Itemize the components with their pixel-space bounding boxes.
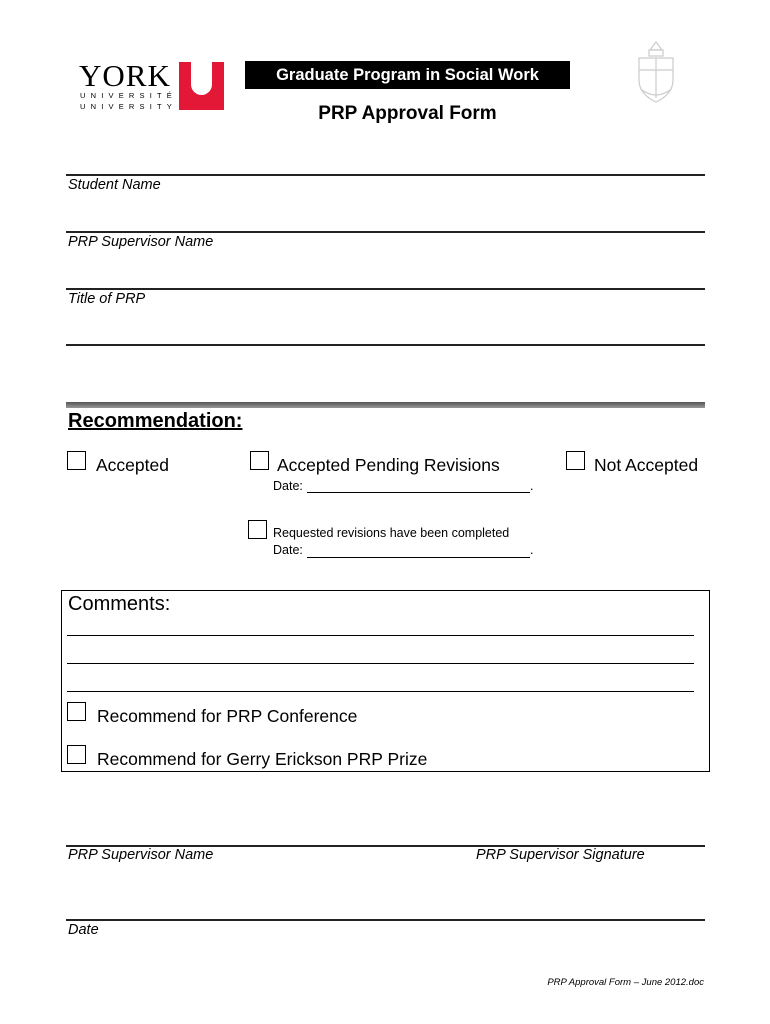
comments-box bbox=[61, 590, 710, 772]
revisions-date-period: . bbox=[530, 543, 534, 557]
conference-label: Recommend for PRP Conference bbox=[97, 706, 358, 726]
accepted-checkbox[interactable] bbox=[67, 451, 86, 470]
pending-date-label: Date: bbox=[273, 479, 303, 493]
title-of-prp-bottom-rule bbox=[66, 344, 705, 346]
title-of-prp-rule bbox=[66, 288, 705, 290]
not-accepted-checkbox[interactable] bbox=[566, 451, 585, 470]
title-of-prp-label: Title of PRP bbox=[68, 291, 146, 307]
date-label: Date bbox=[68, 922, 99, 938]
conference-checkbox[interactable] bbox=[67, 702, 86, 721]
footer-filename: PRP Approval Form – June 2012.doc bbox=[547, 977, 704, 988]
date-rule bbox=[66, 919, 705, 921]
student-name-label: Student Name bbox=[68, 177, 161, 193]
comment-line[interactable] bbox=[67, 635, 694, 636]
prize-checkbox[interactable] bbox=[67, 745, 86, 764]
comments-heading: Comments: bbox=[68, 593, 171, 615]
revisions-completed-label: Requested revisions have been completed bbox=[273, 526, 510, 540]
accepted-label: Accepted bbox=[96, 455, 169, 475]
supervisor-name-label: PRP Supervisor Name bbox=[68, 234, 214, 250]
pending-date-line[interactable] bbox=[307, 492, 530, 493]
logo-universite-text: UNIVERSITÉ bbox=[80, 91, 178, 100]
revisions-completed-checkbox[interactable] bbox=[248, 520, 267, 539]
recommendation-divider bbox=[66, 402, 705, 408]
recommendation-heading: Recommendation: bbox=[68, 410, 243, 432]
comment-line[interactable] bbox=[67, 691, 694, 692]
signoff-supervisor-signature-label: PRP Supervisor Signature bbox=[476, 847, 645, 863]
student-name-rule bbox=[66, 174, 705, 176]
crest-icon bbox=[636, 40, 676, 106]
prize-label: Recommend for Gerry Erickson PRP Prize bbox=[97, 749, 428, 769]
signoff-supervisor-name-label: PRP Supervisor Name bbox=[68, 847, 214, 863]
york-logo-wordmark: YORK bbox=[79, 58, 171, 93]
not-accepted-label: Not Accepted bbox=[594, 455, 699, 475]
program-banner: Graduate Program in Social Work bbox=[245, 61, 570, 89]
revisions-date-line[interactable] bbox=[307, 557, 530, 558]
accepted-pending-label: Accepted Pending Revisions bbox=[277, 455, 500, 475]
page-title: PRP Approval Form bbox=[318, 103, 497, 124]
york-u-logo-icon bbox=[179, 62, 224, 110]
pending-date-period: . bbox=[530, 479, 534, 493]
revisions-date-label: Date: bbox=[273, 543, 303, 557]
comment-line[interactable] bbox=[67, 663, 694, 664]
supervisor-name-rule bbox=[66, 231, 705, 233]
accepted-pending-checkbox[interactable] bbox=[250, 451, 269, 470]
logo-university-text: UNIVERSITY bbox=[80, 102, 178, 111]
